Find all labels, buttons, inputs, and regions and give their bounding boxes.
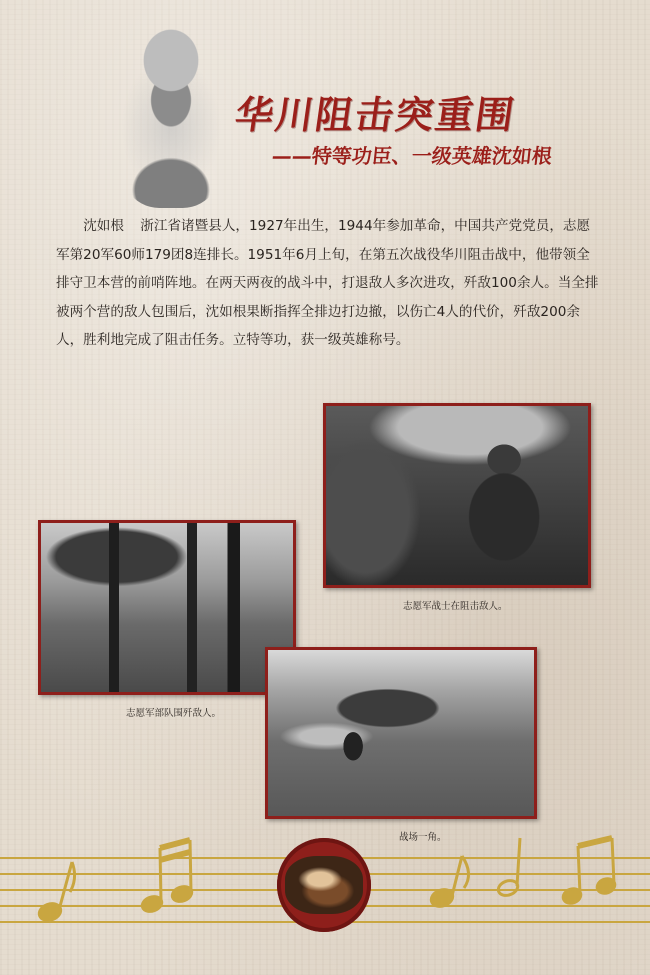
photo-caption: 志愿军战士在阻击敌人。 [403,601,508,612]
music-note-icon [37,862,75,923]
page-title: 华川阻击突重围 [232,93,519,137]
music-note-icon [429,856,469,909]
medallion-image [285,856,363,914]
photo-battlefield [265,647,537,819]
photo-troops-encircling [38,520,296,695]
music-note-icon [140,840,194,914]
music-note-icon [496,838,520,898]
photo-soldier-blocking [323,403,591,588]
intro-text: 浙江省诸暨县人，1927年出生，1944年参加革命，中国共产党党员，志愿军第20军60师179团8连排长。1951年6月上旬，在第五次战役华川阻击战中，他带领全排守卫本营的前哨阵地。在两天两夜的战斗中，打退敌人多次进攻，歼敌100余人。当全排被两个营的敌人包围后，沈如根果断指挥全排边打边撤，以伤亡4人的代价，歼敌200余人，胜利地完成了阻击任务。立特等功，获一级英雄称号。 [56,218,599,349]
intro-paragraph [56,212,601,355]
hero-name: 沈如根 [83,218,124,234]
photo-caption: 志愿军部队围歼敌人。 [126,708,222,719]
music-note-icon [561,838,617,906]
photo-caption: 战场一角。 [399,832,447,843]
medallion-icon [277,838,371,932]
page-subtitle: ——特等功臣、一级英雄沈如根 [270,144,554,168]
hero-portrait [112,28,230,208]
